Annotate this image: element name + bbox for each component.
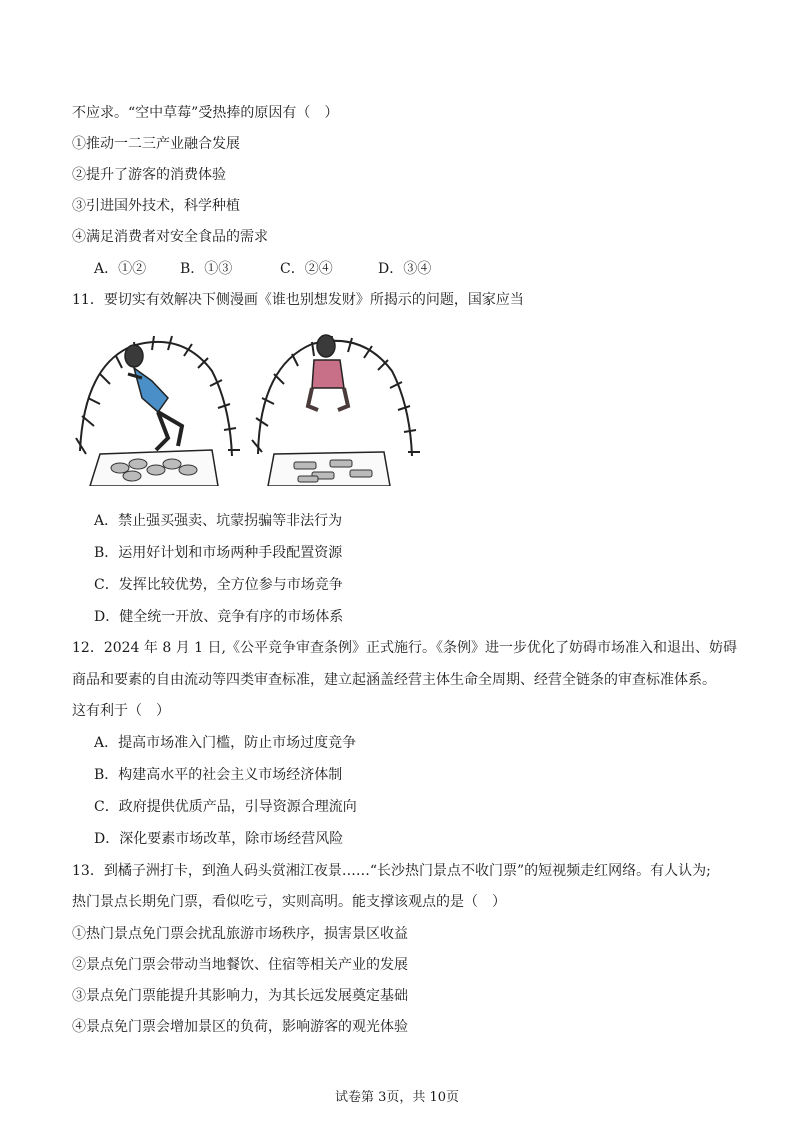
q11-stem: 11．要切实有效解决下侧漫画《谁也别想发财》所揭示的问题，国家应当 <box>72 292 524 308</box>
q10-option-a: A．①② <box>94 261 147 277</box>
q10-item-2: ②提升了游客的消费体验 <box>72 167 226 183</box>
q13-stem-line-2: 热门景点长期免门票，看似吃亏，实则高明。能支撑该观点的是（ ） <box>72 894 506 910</box>
q11-option-d: D．健全统一开放、竞争有序的市场体系 <box>94 609 344 625</box>
q12-stem-line-1: 12．2024 年 8 月 1 日,《公平竞争审查条例》正式施行。《条例》进一步优化了妨碍市场准入和退出、妨碍 <box>72 640 737 656</box>
q12-option-d: D．深化要素市场改革，除市场经营风险 <box>94 831 344 847</box>
q12-stem-line-3: 这有利于（ ） <box>72 703 170 719</box>
q11-option-a: A．禁止强买强卖、坑蒙拐骗等非法行为 <box>94 513 343 529</box>
cartoon-illustration <box>72 326 448 486</box>
q10-options <box>94 259 431 279</box>
q10-item-3: ③引进国外技术，科学种植 <box>72 198 240 214</box>
q10-option-d: D．③④ <box>378 261 432 277</box>
q12-option-c: C．政府提供优质产品，引导资源合理流向 <box>94 799 357 815</box>
q12-option-b: B．构建高水平的社会主义市场经济体制 <box>94 767 343 783</box>
q10-option-b: B．①③ <box>180 261 233 277</box>
q13-item-1: ①热门景点免门票会扰乱旅游市场秩序，损害景区收益 <box>72 926 408 942</box>
q10-stem: 不应求。“空中草莓”受热捧的原因有（ ） <box>72 105 339 121</box>
q13-stem-line-1: 13．到橘子洲打卡，到渔人码头赏湘江夜景……“长沙热门景点不收门票”的短视频走红网络。有人认为; <box>72 863 711 879</box>
q11-option-b: B．运用好计划和市场两种手段配置资源 <box>94 545 343 561</box>
q10-option-c: C．②④ <box>280 261 333 277</box>
q13-item-2: ②景点免门票会带动当地餐饮、住宿等相关产业的发展 <box>72 957 408 973</box>
q11-option-c: C．发挥比较优势，全方位参与市场竞争 <box>94 577 343 593</box>
q10-item-4: ④满足消费者对安全食品的需求 <box>72 229 268 245</box>
page-footer: 试卷第 3页，共 10页 <box>334 1090 460 1105</box>
q13-item-3: ③景点免门票能提升其影响力，为其长远发展奠定基础 <box>72 988 408 1004</box>
q12-stem-line-2: 商品和要素的自由流动等四类审查标准，建立起涵盖经营主体生命全周期、经营全链条的审查标准体系。 <box>72 672 716 688</box>
q12-option-a: A．提高市场准入门槛，防止市场过度竞争 <box>94 735 357 751</box>
q10-item-1: ①推动一二三产业融合发展 <box>72 136 240 152</box>
q13-item-4: ④景点免门票会增加景区的负荷，影响游客的观光体验 <box>72 1019 408 1035</box>
